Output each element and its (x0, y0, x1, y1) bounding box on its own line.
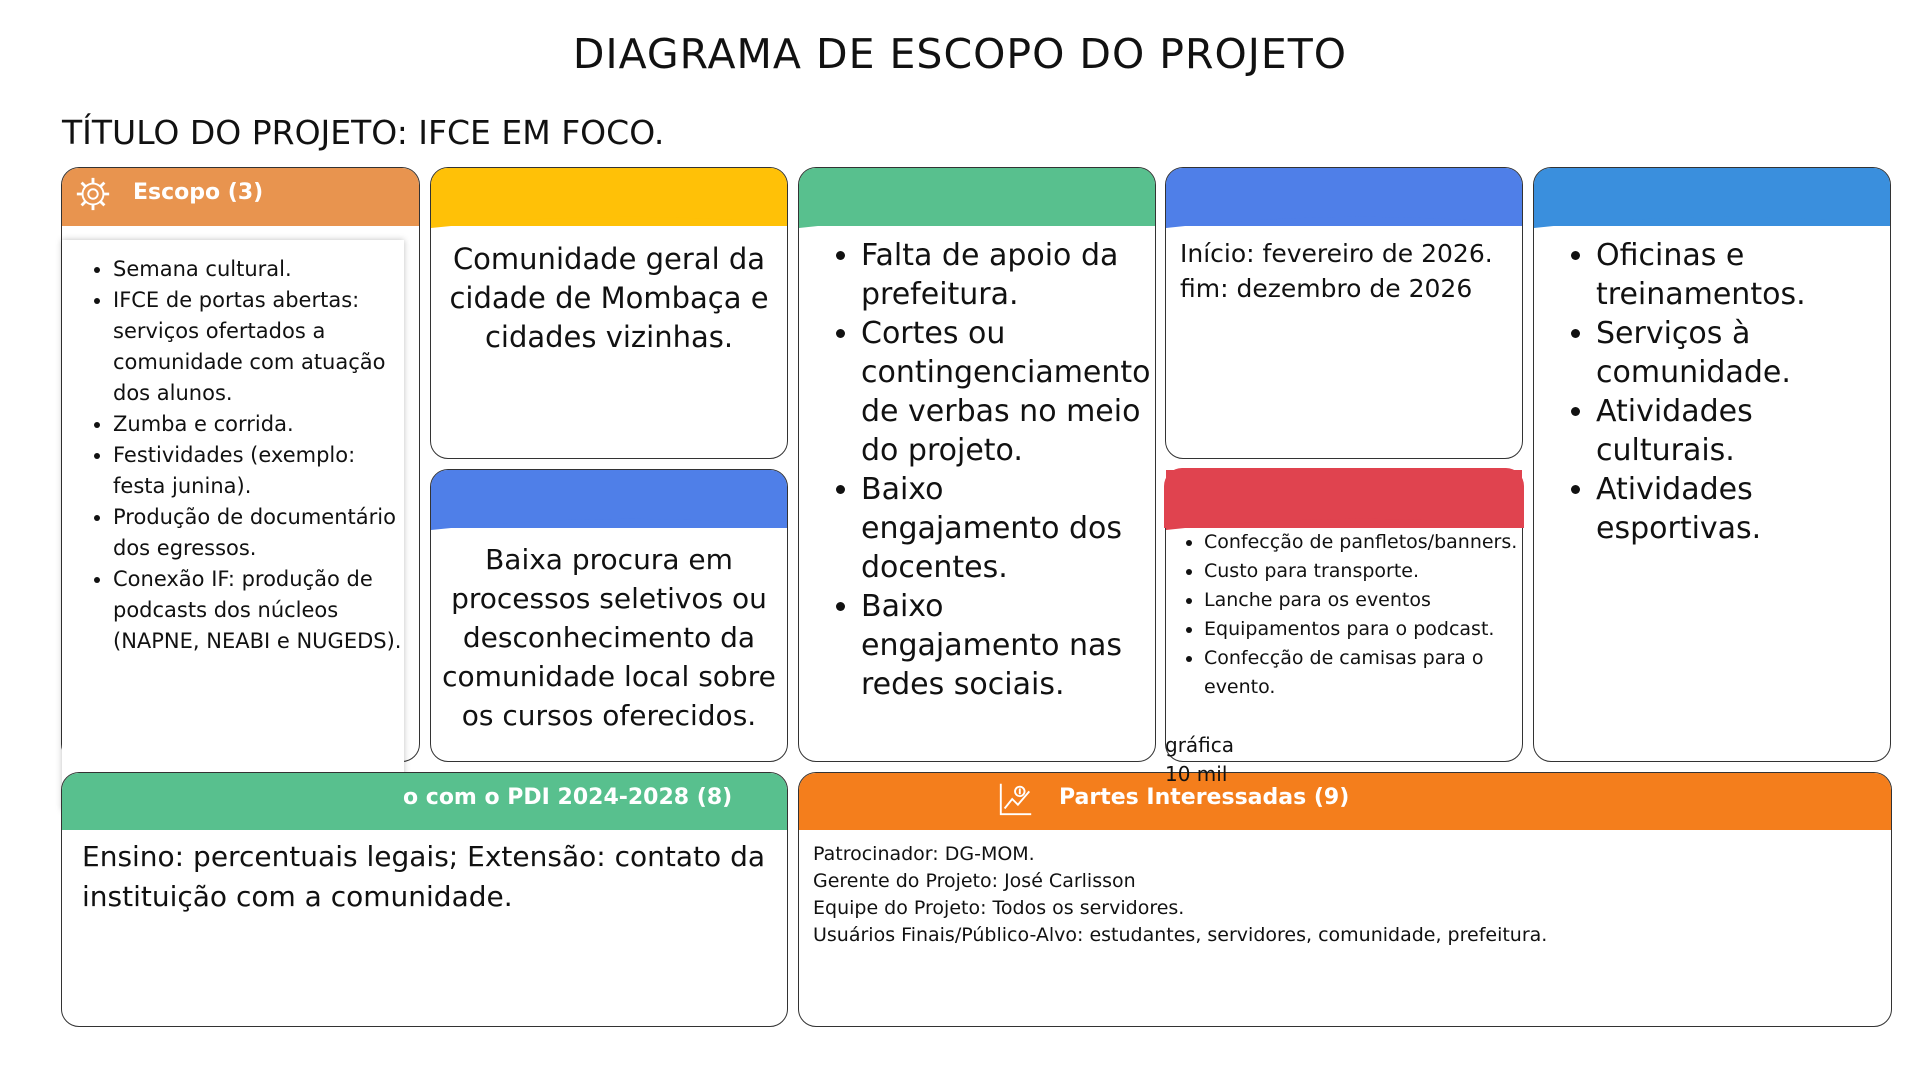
alinhamento-label: o com o PDI 2024-2028 (8) (403, 785, 733, 810)
alinhamento-header (61, 772, 788, 830)
orcamento-list (1176, 528, 1522, 702)
partes-line: Gerente do Projeto: José Carlisson (813, 870, 1136, 892)
list-item: • Conexão IF: produção de podcasts dos núcleos (NAPNE, NEABI e NUGEDS). (113, 564, 413, 657)
partes-line: Usuários Finais/Público-Alvo: estudantes, servidores, comunidade, prefeitura. (813, 924, 1548, 946)
list-item: • Semana cultural. (113, 254, 413, 285)
partes-line: Equipe do Projeto: Todos os servidores. (813, 897, 1185, 919)
partes-header (798, 772, 1892, 830)
chart-icon (997, 780, 1035, 818)
duracao-card (1165, 167, 1523, 459)
list-item: • Custo para transporte. (1204, 557, 1522, 586)
escopo-header (61, 167, 420, 226)
list-item: • Baixo engajamento dos docentes. (861, 470, 1141, 587)
list-item: • Cortes ou contingenciamento de verbas no meio do projeto. (861, 314, 1141, 470)
list-item: • Baixo engajamento nas redes sociais. (861, 587, 1141, 704)
list-item: • Falta de apoio da prefeitura. (861, 236, 1141, 314)
justificativa-text: Baixa procura em processos seletivos ou desconhecimento da comunidade local sobre os cursos oferecidos. (442, 543, 776, 732)
orcamento-extra (1165, 731, 1234, 789)
list-item: • Festividades (exemplo: festa junina). (113, 440, 413, 502)
escopo-list (87, 254, 413, 657)
orcamento-extra-line: gráfica (1165, 733, 1235, 757)
publico-card (430, 167, 788, 459)
partes-line: Patrocinador: DG-MOM. (813, 843, 1035, 865)
entregas-list (1558, 236, 1884, 548)
orcamento-card (1165, 469, 1523, 762)
riscos-list (823, 236, 1151, 704)
justificativa-card (430, 469, 788, 762)
partes-label: Partes Interessadas (9) (1059, 785, 1350, 810)
duracao-start: Início: fevereiro de 2026. (1180, 239, 1493, 268)
publico-text: Comunidade geral da cidade de Mombaça e cidades vizinhas. (449, 242, 769, 354)
escopo-note (62, 240, 404, 810)
orcamento-extra-line: 10 mil (1165, 762, 1228, 786)
entregas-card (1533, 167, 1891, 762)
alinhamento-text: Ensino: percentuais legais; Extensão: contato da instituição com a comunidade. (82, 840, 765, 913)
list-item: • Confecção de camisas para o evento. (1204, 644, 1522, 702)
gear-icon (74, 175, 112, 213)
list-item: • Lanche para os eventos (1204, 586, 1522, 615)
duracao-end: fim: dezembro de 2026 (1180, 274, 1473, 303)
riscos-card (798, 167, 1156, 762)
diagram-title: DIAGRAMA DE ESCOPO DO PROJETO (572, 30, 1348, 78)
alinhamento-card (61, 772, 788, 1027)
list-item: • Oficinas e treinamentos. (1596, 236, 1884, 314)
duracao-text (1180, 236, 1493, 306)
escopo-label: Escopo (3) (133, 180, 264, 205)
list-item: • Atividades culturais. (1596, 392, 1884, 470)
partes-text (813, 841, 1547, 949)
list-item: • IFCE de portas abertas: serviços ofertados a comunidade com atuação dos alunos. (113, 285, 413, 409)
duracao-wave (1166, 168, 1522, 458)
project-title: TÍTULO DO PROJETO: IFCE EM FOCO. (62, 113, 665, 152)
list-item: • Equipamentos para o podcast. (1204, 615, 1522, 644)
list-item: • Confecção de panfletos/banners. (1204, 528, 1522, 557)
list-item: • Serviços à comunidade. (1596, 314, 1884, 392)
list-item: • Zumba e corrida. (113, 409, 413, 440)
partes-card (798, 772, 1892, 1027)
list-item: • Produção de documentário dos egressos. (113, 502, 413, 564)
list-item: • Atividades esportivas. (1596, 470, 1884, 548)
